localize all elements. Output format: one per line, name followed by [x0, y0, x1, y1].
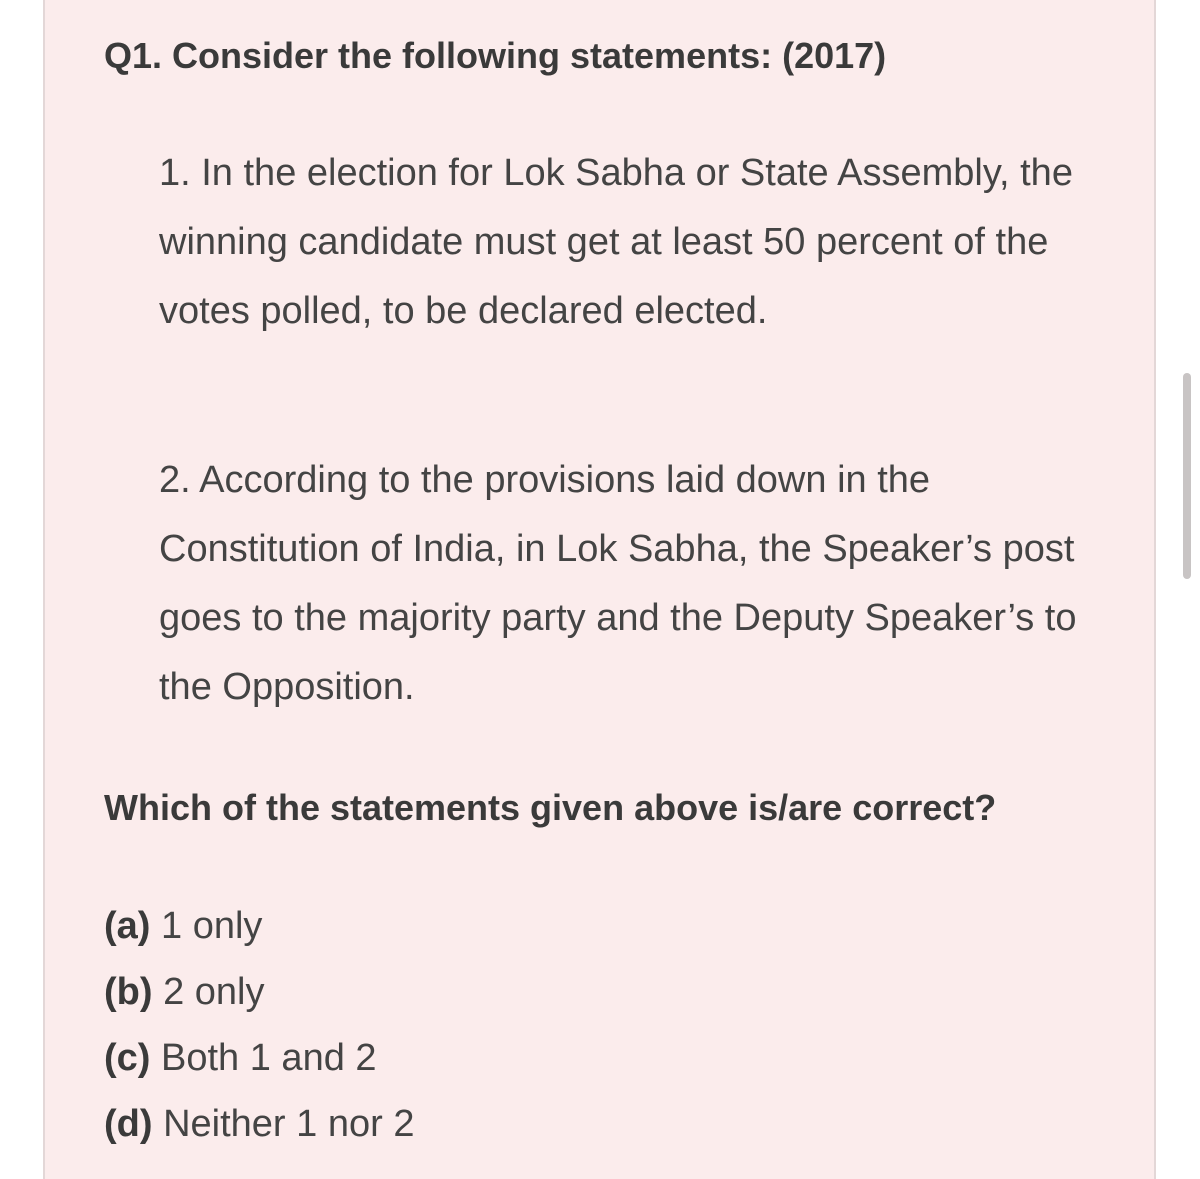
option-a-text: 1 only	[150, 905, 263, 947]
option-c-label: (c)	[104, 1037, 151, 1079]
option-a-label: (a)	[104, 905, 151, 947]
scrollbar-thumb[interactable]	[1183, 373, 1191, 579]
option-b	[104, 959, 414, 1025]
statement-1: 1. In the election for Lok Sabha or State Assembly, the winning candidate must get at least 50 percent of the votes polled, to be declared elected.	[159, 152, 1073, 332]
option-c-text: Both 1 and 2	[150, 1037, 377, 1079]
option-c	[104, 1025, 414, 1091]
option-b-text: 2 only	[152, 971, 265, 1013]
question-card	[43, 0, 1156, 1179]
option-b-label: (b)	[104, 971, 153, 1013]
option-d-text: Neither 1 nor 2	[152, 1103, 415, 1145]
question-title: Q1. Consider the following statements: (2017)	[104, 35, 887, 76]
question-prompt: Which of the statements given above is/are correct?	[104, 787, 997, 828]
option-d	[104, 1091, 414, 1157]
answer-options	[104, 893, 414, 1157]
option-d-label: (d)	[104, 1103, 153, 1145]
option-a	[104, 893, 414, 959]
statement-2: 2. According to the provisions laid down in the Constitution of India, in Lok Sabha, the Speaker’s post goes to the majority party and the Deputy Speaker’s to the Opposition.	[159, 459, 1077, 708]
